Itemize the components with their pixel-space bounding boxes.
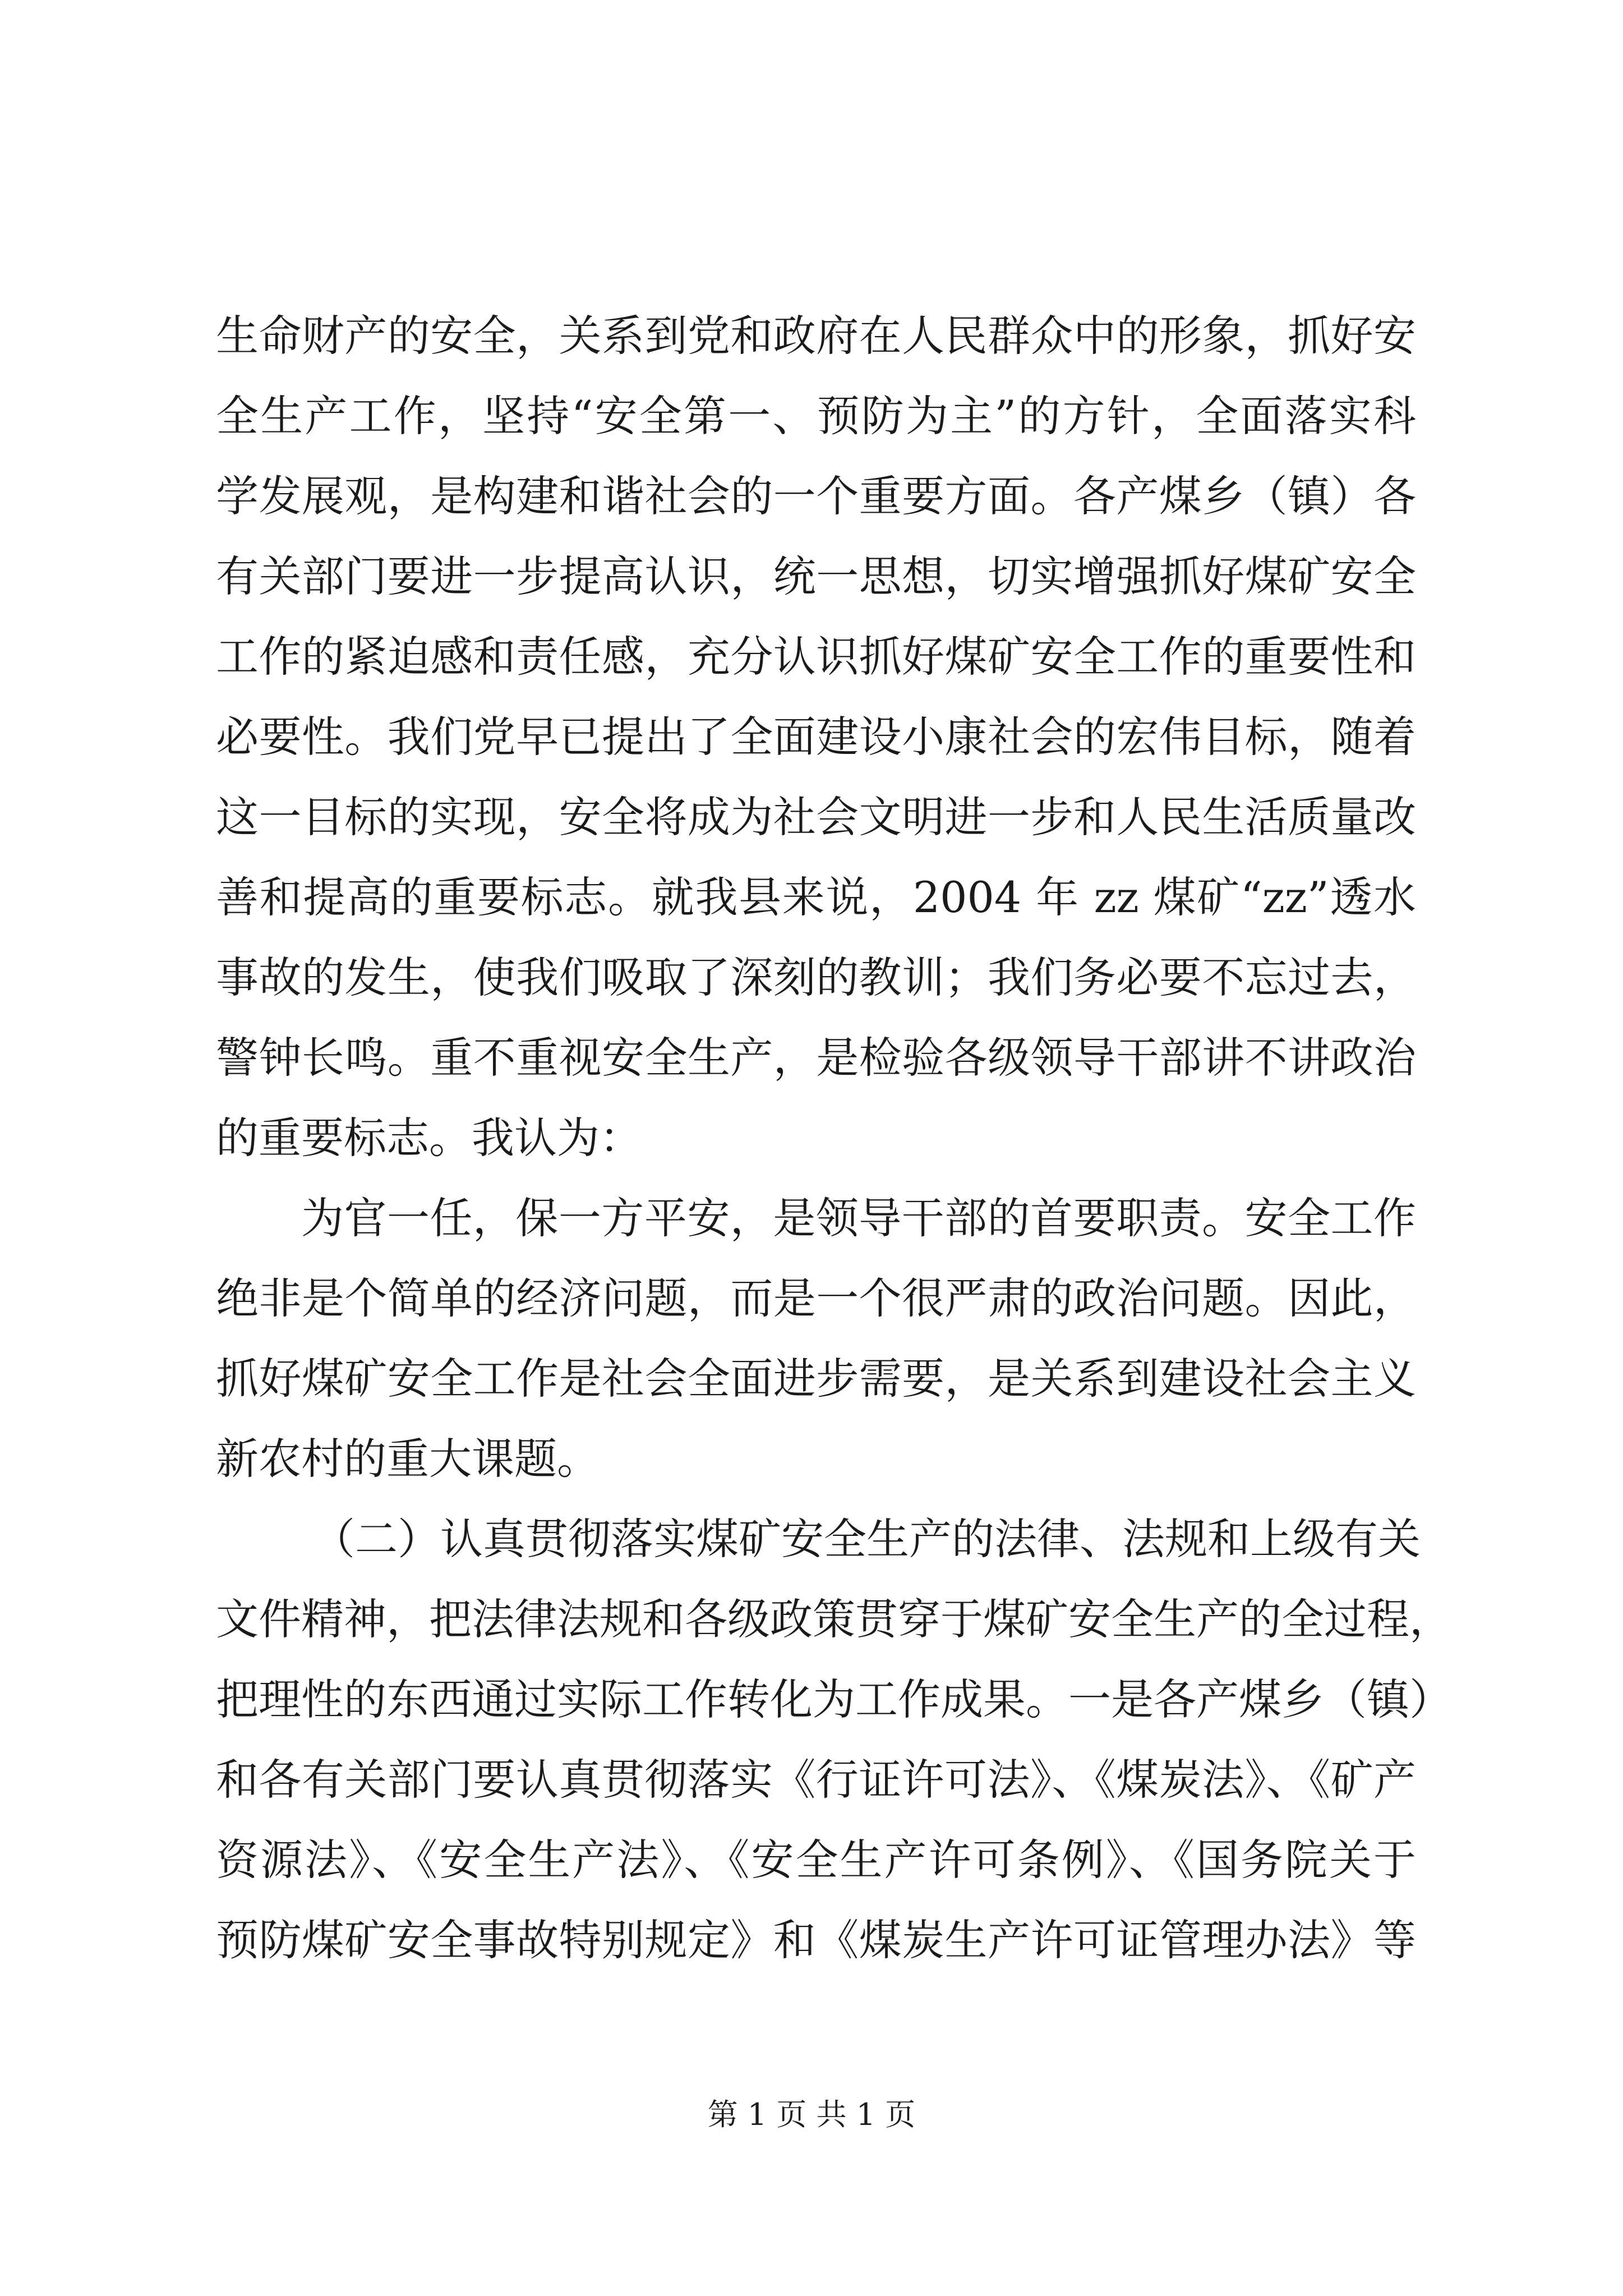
text-line: 学发展观，是构建和谐社会的一个重要方面。各产煤乡（镇）各 <box>216 471 1416 521</box>
text-line: 资源法》、《安全生产法》、《安全生产许可条例》、《国务院关于 <box>216 1835 1416 1885</box>
text-line: 事故的发生，使我们吸取了深刻的教训；我们务必要不忘过去， <box>216 953 1416 1002</box>
text-line: 这一目标的实现，安全将成为社会文明进一步和人民生活质量改 <box>216 792 1416 842</box>
text-line: 为官一任，保一方平安，是领导干部的首要职责。安全工作 <box>301 1193 1416 1243</box>
text-line: 有关部门要进一步提高认识，统一思想，切实增强抓好煤矿安全 <box>216 551 1416 601</box>
text-line: 生命财产的安全，关系到党和政府在人民群众中的形象，抓好安 <box>216 311 1416 361</box>
paragraph-3 <box>216 1499 1452 1980</box>
text-line: 预防煤矿安全事故特别规定》和《煤炭生产许可证管理办法》等 <box>216 1915 1416 1965</box>
text-line: 绝非是个简单的经济问题，而是一个很严肃的政治问题。因此， <box>216 1273 1416 1323</box>
text-line: 把理性的东西通过实际工作转化为工作成果。一是各产煤乡（镇） <box>216 1674 1452 1724</box>
text-line: 的重要标志。我认为： <box>216 1113 642 1163</box>
text-line: （二）认真贯彻落实煤矿安全生产的法律、法规和上级有关 <box>312 1514 1421 1564</box>
text-line: 必要性。我们党早已提出了全面建设小康社会的宏伟目标，随着 <box>216 712 1416 762</box>
text-line: 全生产工作，坚持“安全第一、预防为主”的方针，全面落实科 <box>216 391 1416 441</box>
text-line: 文件精神，把法律法规和各级政策贯穿于煤矿安全生产的全过程， <box>216 1594 1452 1644</box>
text-line: 和各有关部门要认真贯彻落实《行证许可法》、《煤炭法》、《矿产 <box>216 1755 1416 1805</box>
paragraph-2 <box>216 1178 1416 1499</box>
document-body <box>216 296 1452 1980</box>
text-line: 善和提高的重要标志。就我县来说，2004 年 zz 煤矿“zz”透水 <box>216 872 1416 922</box>
page-footer <box>0 2098 1623 2132</box>
text-line: 新农村的重大课题。 <box>216 1434 600 1484</box>
text-line: 警钟长鸣。重不重视安全生产，是检验各级领导干部讲不讲政治 <box>216 1033 1416 1083</box>
text-line: 工作的紧迫感和责任感，充分认识抓好煤矿安全工作的重要性和 <box>216 632 1416 682</box>
page-number-label: 第 1 页 共 1 页 <box>707 2097 916 2132</box>
text-line: 抓好煤矿安全工作是社会全面进步需要，是关系到建设社会主义 <box>216 1354 1416 1404</box>
paragraph-1 <box>216 296 1416 1178</box>
